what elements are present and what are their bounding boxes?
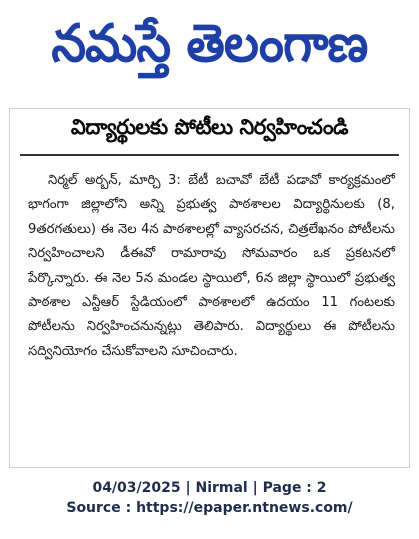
source-link[interactable]: Source : https://epaper.ntnews.com/ <box>66 500 353 516</box>
newspaper-logo: నమస్తే తెలంగాణ <box>51 13 368 74</box>
article-body: నిర్మల్ అర్బన్, మార్చి 3: బేటీ బచావో బేటీ పడావో కార్యక్రమంలో భాగంగా జిల్లాలోని అన్ని ప్రభుత్వ పాఠశాలల విద్యార్థినులకు (8, 9తరగతులు) ఈ నెల 4న పాఠశాలల్లో వ్యాసరచన, చిత్రలేఖనం పోటీలను నిర్వహించాలని డీఈవో రామారావు సోమవారం ఒక ప్రకటనలో పేర్కొన్నారు. ఈ నెల 5న మండల స్థాయిలో, 6న జిల్లా స్థాయిలో ప్రభుత్వ పాఠశాల ఎన్టీఆర్ స్టేడియంలో పాఠశాలలో ఉదయం 11 గంటలకు పోటీలను నిర్వహించనున్నట్లు తెలిపారు. విద్యార్థులు ఈ పోటీలను సద్వినియోగం చేసుకోవాలని సూచించారు. <box>28 173 395 359</box>
headline-divider <box>20 154 399 156</box>
edition-info: 04/03/2025 | Nirmal | Page : 2 <box>92 480 327 496</box>
news-clipping <box>9 108 410 468</box>
masthead <box>0 0 419 100</box>
article-headline: విద్యార్థులకు పోటీలు నిర్వహించండి <box>70 115 349 139</box>
